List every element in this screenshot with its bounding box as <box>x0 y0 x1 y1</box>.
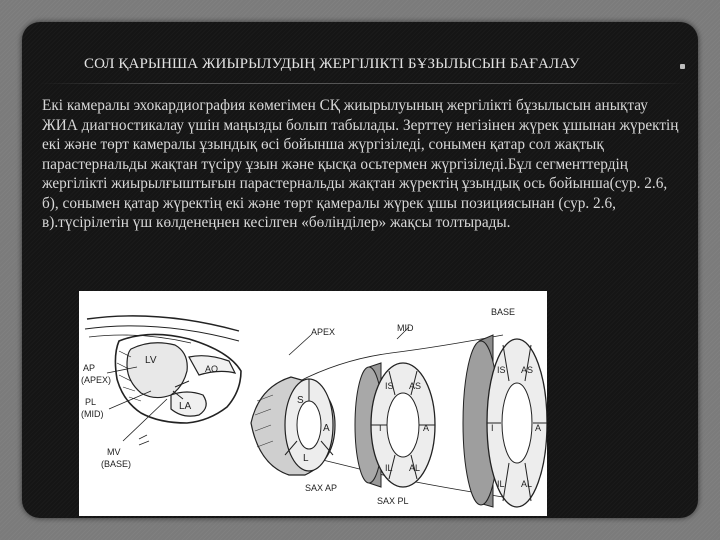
mid-seg-al: AL <box>409 463 421 473</box>
mid-paren-label: (MID) <box>81 409 104 419</box>
mid-seg-il: IL <box>385 463 393 473</box>
mid-seg-a: A <box>423 423 430 433</box>
echocardiography-figure <box>79 291 547 516</box>
slide-title: СОЛ ҚАРЫНША ЖИЫРЫЛУДЫҢ ЖЕРГІЛІКТІ БҰЗЫЛЫСЫН БАҒАЛАУ <box>84 56 580 72</box>
base-slice <box>463 335 547 507</box>
sax-pl-caption: SAX PL <box>377 496 409 506</box>
base-seg-i: I <box>491 423 494 433</box>
la-label: LA <box>179 401 192 412</box>
pl-label: PL <box>85 397 97 407</box>
mid-seg-i: I <box>379 423 382 433</box>
apex-seg-l: L <box>303 453 309 464</box>
title-divider <box>40 83 688 84</box>
base-seg-al: AL <box>521 479 533 489</box>
ao-label: AO <box>205 364 219 374</box>
base-header: BASE <box>491 307 516 317</box>
sax-ap-caption: SAX AP <box>305 483 338 493</box>
mid-seg-is: IS <box>385 381 394 391</box>
mid-seg-as: AS <box>409 381 422 391</box>
base-seg-a: A <box>535 423 542 433</box>
base-seg-as: AS <box>521 365 534 375</box>
apex-paren-label: (APEX) <box>81 375 112 385</box>
mid-header: MID <box>397 323 414 333</box>
base-seg-is: IS <box>497 365 506 375</box>
base-paren-label: (BASE) <box>101 459 132 469</box>
apex-header: APEX <box>311 327 336 337</box>
apex-seg-s: S <box>297 395 304 406</box>
ap-label: AP <box>83 363 96 373</box>
base-seg-il: IL <box>497 479 505 489</box>
lv-label: LV <box>145 355 157 366</box>
title-bullet-marker <box>680 64 685 69</box>
mv-label: MV <box>107 447 121 457</box>
body-paragraph: Екі камералы эхокардиография көмегімен СҚ жиырылуының жергілікті бұзылысын анықтау ЖИА диагностикалау үшін маңызды болып табылады. Зерттеу негізінен жүрек ұшынан жүректің екі және төрт камералы ұзындық өсі бойынша жүргізіледі, сонымен қатар сол жақтық парастернальды жақтан түсіру ұзын және қысқа осьтермен жүргізіледі.Бұл сегменттердің жергілікті жиырылғыштығын парастернальды жақтан жүректің ұзындық ось бойынша(сур. 2.6, б), сонымен қатар жүректің екі және төрт қамералы жүрек ұшы позициясынан (сур. 2.6, в).түсірілетін үш көлденеңнен кесілген «бөлінділер» жақсы толтырады. <box>42 97 679 231</box>
apex-seg-a: A <box>323 423 330 434</box>
